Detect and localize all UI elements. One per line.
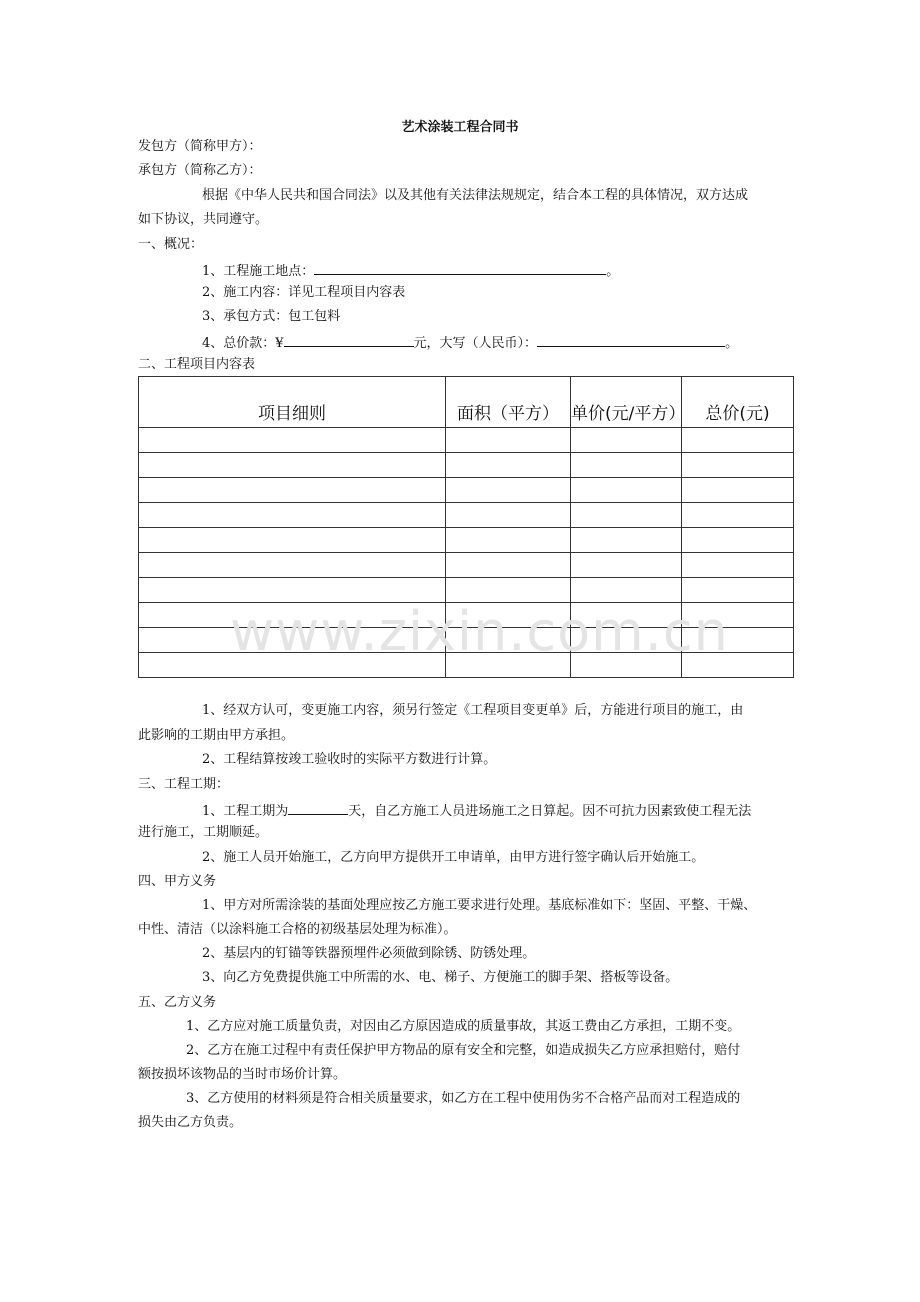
party-a-duty-1-line-2: 中性、清洁（以涂料施工合格的初级基层处理为标准）。 bbox=[138, 922, 457, 937]
party-b-duty-3-line-2: 损失由乙方负责。 bbox=[138, 1115, 243, 1130]
section-2-heading: 二、工程项目内容表 bbox=[138, 357, 256, 372]
table-row bbox=[139, 503, 794, 528]
total-price-words-blank[interactable] bbox=[537, 332, 725, 347]
start-application-line: 2、施工人员开始施工，乙方向甲方提供开工申请单，由甲方进行签字确认后开始施工。 bbox=[202, 850, 705, 865]
item-cell[interactable] bbox=[139, 428, 446, 453]
party-b-duty-2-line-1: 2、乙方在施工过程中有责任保护甲方物品的原有安全和完整，如造成损失乙方应承担赔付，赔付 bbox=[186, 1043, 741, 1058]
table-row bbox=[139, 453, 794, 478]
area-cell[interactable] bbox=[446, 478, 571, 503]
table-note-1-line-2: 此影响的工期由甲方承担。 bbox=[138, 728, 295, 743]
area-cell[interactable] bbox=[446, 528, 571, 553]
section-4-heading: 四、甲方义务 bbox=[138, 874, 217, 889]
total-price-cell[interactable] bbox=[682, 578, 794, 603]
total-price-end: 。 bbox=[725, 336, 739, 351]
party-b-duty-1: 1、乙方应对施工质量负责，对因由乙方原因造成的质量事故，其返工费由乙方承担，工期不变。 bbox=[186, 1019, 741, 1034]
table-header-row bbox=[139, 377, 794, 428]
total-price-cell[interactable] bbox=[682, 528, 794, 553]
total-price-cell[interactable] bbox=[682, 478, 794, 503]
item-cell[interactable] bbox=[139, 578, 446, 603]
column-header-total-price: 总价(元) bbox=[682, 377, 794, 428]
total-price-cell[interactable] bbox=[682, 503, 794, 528]
party-a-duty-3: 3、向乙方免费提供施工中所需的水、电、梯子、方便施工的脚手架、搭板等设备。 bbox=[202, 970, 679, 985]
item-cell[interactable] bbox=[139, 503, 446, 528]
intro-line-2: 如下协议，共同遵守。 bbox=[138, 212, 269, 227]
party-b-duty-3-line-1: 3、乙方使用的材料须是符合相关质量要求，如乙方在工程中使用伪劣不合格产品而对工程造成的 bbox=[186, 1091, 741, 1106]
duration-line bbox=[202, 800, 751, 821]
table-row bbox=[139, 553, 794, 578]
duration-line-2: 进行施工，工期顺延。 bbox=[138, 825, 269, 840]
party-b-duty-2-line-2: 额按损坏该物品的当时市场价计算。 bbox=[138, 1067, 347, 1082]
total-price-cell[interactable] bbox=[682, 428, 794, 453]
site-location-end: 。 bbox=[606, 264, 620, 279]
column-header-item: 项目细则 bbox=[139, 377, 446, 428]
area-cell[interactable] bbox=[446, 503, 571, 528]
total-price-blank[interactable] bbox=[284, 332, 414, 347]
item-cell[interactable] bbox=[139, 453, 446, 478]
unit-price-cell[interactable] bbox=[571, 428, 682, 453]
document-title: 艺术涂装工程合同书 bbox=[401, 120, 519, 135]
item-cell[interactable] bbox=[139, 553, 446, 578]
contract-mode-line: 3、承包方式：包工包料 bbox=[202, 309, 341, 324]
duration-label: 1、工程工期为 bbox=[202, 804, 289, 819]
total-price-cell[interactable] bbox=[682, 453, 794, 478]
item-cell[interactable] bbox=[139, 528, 446, 553]
unit-price-cell[interactable] bbox=[571, 578, 682, 603]
area-cell[interactable] bbox=[446, 453, 571, 478]
watermark: www.zixin.com.cn bbox=[230, 600, 729, 663]
table-note-1-line-1: 1、经双方认可，变更施工内容，须另行签定《工程项目变更单》后，方能进行项目的施工，由 bbox=[202, 703, 744, 718]
unit-price-cell[interactable] bbox=[571, 528, 682, 553]
table-row bbox=[139, 528, 794, 553]
column-header-area: 面积（平方） bbox=[446, 377, 571, 428]
area-cell[interactable] bbox=[446, 553, 571, 578]
work-content-line: 2、施工内容：详见工程项目内容表 bbox=[202, 285, 406, 300]
site-location-label: 1、工程施工地点： bbox=[202, 264, 315, 279]
total-price-words-label: 元，大写（人民币）： bbox=[413, 336, 538, 351]
party-a-line: 发包方（简称甲方）： bbox=[138, 139, 262, 154]
area-cell[interactable] bbox=[446, 578, 571, 603]
total-price-label: 4、总价款：¥ bbox=[202, 336, 284, 351]
intro-line-1: 根据《中华人民共和国合同法》以及其他有关法律法规规定，结合本工程的具体情况，双方达成 bbox=[202, 188, 749, 203]
item-cell[interactable] bbox=[139, 478, 446, 503]
total-price-line bbox=[202, 332, 738, 353]
party-a-duty-1-line-1: 1、甲方对所需涂装的基面处理应按乙方施工要求进行处理。基底标准如下：坚固、平整、干燥、 bbox=[202, 898, 757, 913]
table-row bbox=[139, 428, 794, 453]
unit-price-cell[interactable] bbox=[571, 553, 682, 578]
site-location-line bbox=[202, 260, 619, 281]
party-b-line: 承包方（简称乙方）： bbox=[138, 163, 262, 178]
duration-blank[interactable] bbox=[288, 800, 348, 815]
section-5-heading: 五、乙方义务 bbox=[138, 995, 217, 1010]
party-a-duty-2: 2、基层内的钉锚等铁器预埋件必须做到除锈、防锈处理。 bbox=[202, 946, 536, 961]
column-header-unit-price: 单价(元/平方） bbox=[571, 377, 682, 428]
area-cell[interactable] bbox=[446, 428, 571, 453]
table-note-2: 2、工程结算按竣工验收时的实际平方数进行计算。 bbox=[202, 752, 497, 767]
unit-price-cell[interactable] bbox=[571, 453, 682, 478]
unit-price-cell[interactable] bbox=[571, 478, 682, 503]
site-location-blank[interactable] bbox=[314, 260, 606, 275]
table-row bbox=[139, 578, 794, 603]
total-price-cell[interactable] bbox=[682, 553, 794, 578]
duration-rest: 天，自乙方施工人员进场施工之日算起。因不可抗力因素致使工程无法 bbox=[348, 804, 752, 819]
section-3-heading: 三、工程工期： bbox=[138, 777, 230, 792]
section-1-heading: 一、概况： bbox=[138, 237, 204, 252]
unit-price-cell[interactable] bbox=[571, 503, 682, 528]
table-row bbox=[139, 478, 794, 503]
